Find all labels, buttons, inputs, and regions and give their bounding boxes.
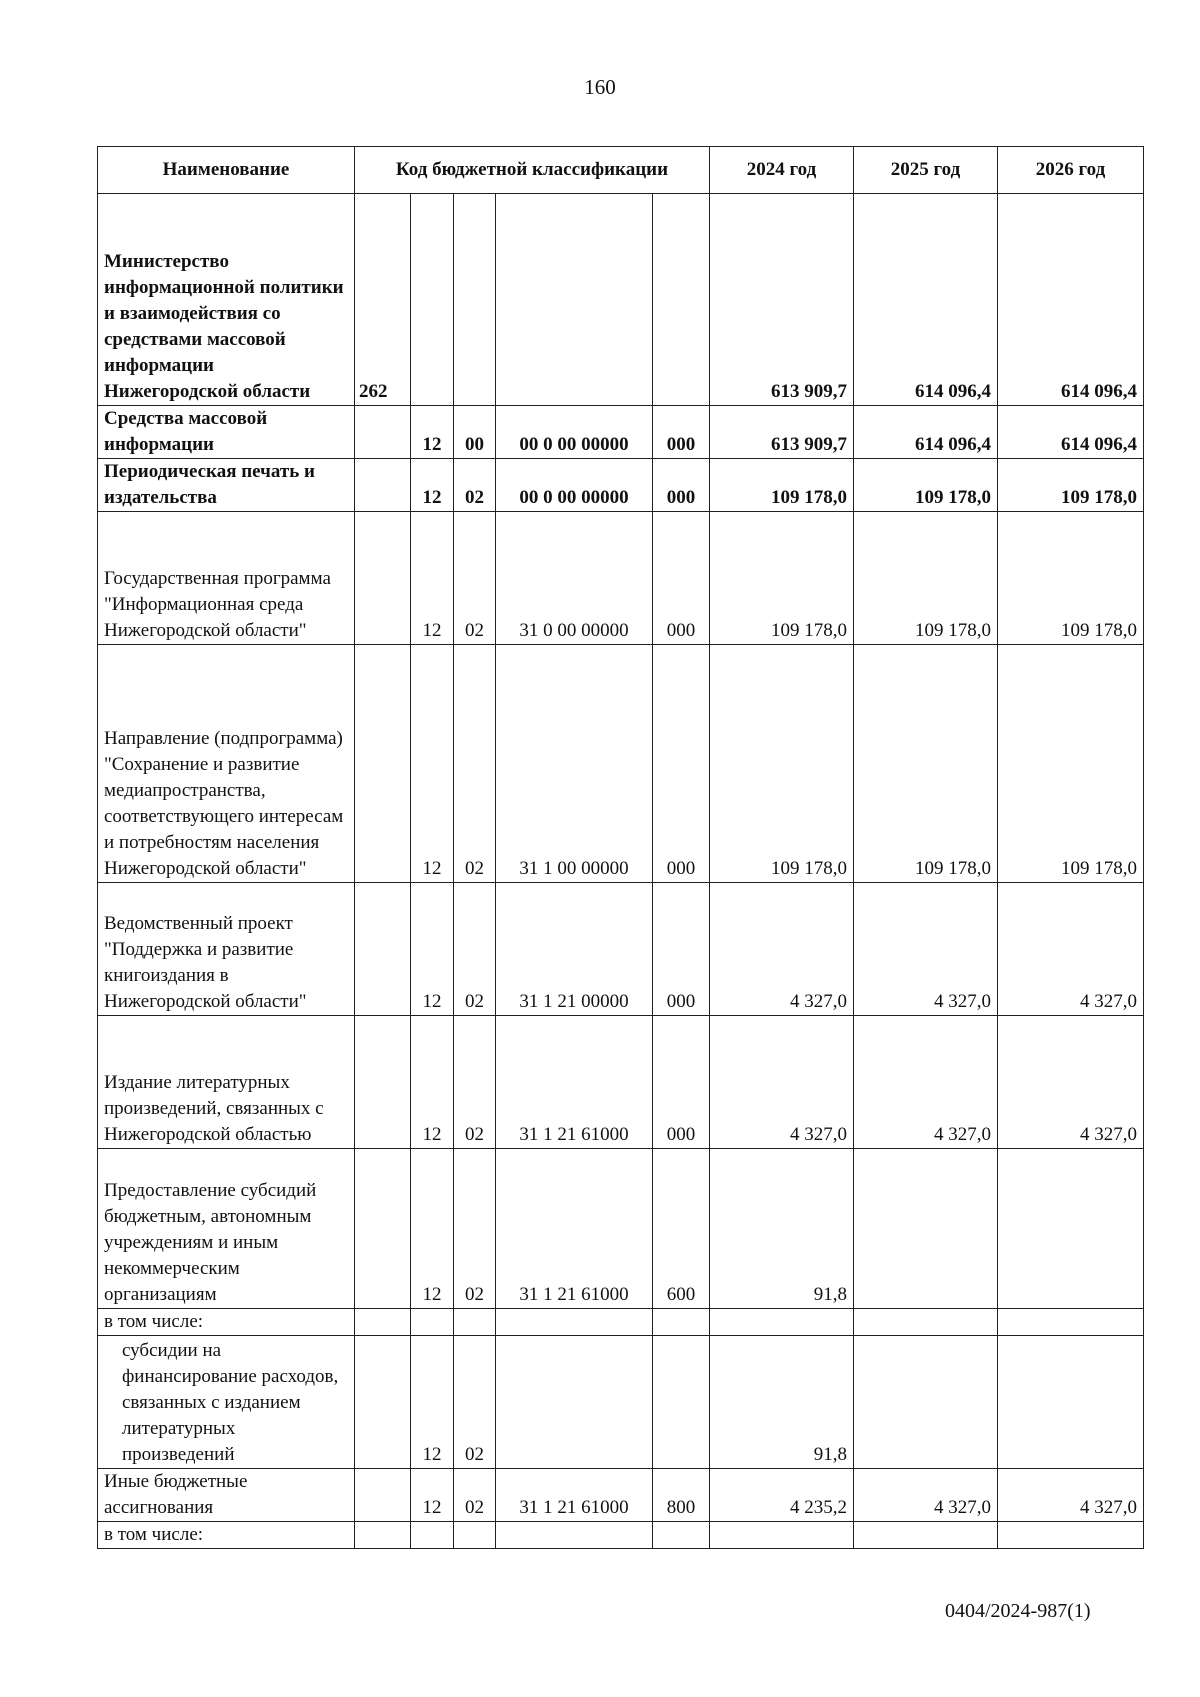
gr-code (355, 1469, 411, 1522)
row-name (98, 1336, 355, 1469)
row-name: Средства массовой информации (98, 406, 355, 459)
document-code: 0404/2024-987(1) (945, 1600, 1091, 1622)
gr-code (355, 1149, 411, 1309)
table-row (98, 1016, 1144, 1149)
value-2024 (710, 1522, 854, 1549)
value-2025: 109 178,0 (854, 512, 998, 645)
table-row (98, 645, 1144, 883)
budget-table (97, 146, 1144, 1549)
value-2025 (854, 1309, 998, 1336)
subsection-code: 02 (454, 1336, 496, 1469)
value-2025: 109 178,0 (854, 459, 998, 512)
gr-code (355, 459, 411, 512)
table-row (98, 459, 1144, 512)
table-row (98, 883, 1144, 1016)
gr-code: 262 (355, 194, 411, 406)
value-2025 (854, 1522, 998, 1549)
subsection-code (454, 194, 496, 406)
target-item-code: 31 1 21 00000 (496, 883, 653, 1016)
table-row (98, 1522, 1144, 1549)
target-item-code: 31 1 21 61000 (496, 1149, 653, 1309)
section-code: 12 (411, 459, 454, 512)
value-2024: 91,8 (710, 1149, 854, 1309)
header-2026: 2026 год (998, 147, 1144, 194)
target-item-code (496, 1309, 653, 1336)
row-name: в том числе: (98, 1309, 355, 1336)
value-2024: 109 178,0 (710, 459, 854, 512)
expense-type-code (653, 1336, 710, 1469)
value-2026: 4 327,0 (998, 883, 1144, 1016)
section-code: 12 (411, 512, 454, 645)
expense-type-code (653, 1522, 710, 1549)
header-name: Наименование (98, 147, 355, 194)
target-item-code: 00 0 00 00000 (496, 406, 653, 459)
gr-code (355, 883, 411, 1016)
row-name: Периодическая печать и издательства (98, 459, 355, 512)
value-2026: 614 096,4 (998, 194, 1144, 406)
table-row (98, 406, 1144, 459)
header-2024: 2024 год (710, 147, 854, 194)
value-2024: 109 178,0 (710, 645, 854, 883)
target-item-code: 31 0 00 00000 (496, 512, 653, 645)
target-item-code (496, 1522, 653, 1549)
subsection-code: 02 (454, 459, 496, 512)
section-code: 12 (411, 406, 454, 459)
expense-type-code (653, 194, 710, 406)
expense-type-code: 000 (653, 645, 710, 883)
section-code: 12 (411, 883, 454, 1016)
subsection-code: 02 (454, 645, 496, 883)
gr-code (355, 512, 411, 645)
value-2024: 4 327,0 (710, 1016, 854, 1149)
value-2026: 4 327,0 (998, 1469, 1144, 1522)
expense-type-code: 000 (653, 459, 710, 512)
row-name: Ведомственный проект "Поддержка и развитие книгоиздания в Нижегородской области" (98, 883, 355, 1016)
value-2025 (854, 1336, 998, 1469)
gr-code (355, 645, 411, 883)
table-row (98, 1309, 1144, 1336)
value-2026 (998, 1336, 1144, 1469)
value-2024: 4 235,2 (710, 1469, 854, 1522)
row-name: Государственная программа "Информационная среда Нижегородской области" (98, 512, 355, 645)
section-code (411, 1309, 454, 1336)
header-code: Код бюджетной классификации (355, 147, 710, 194)
section-code: 12 (411, 1149, 454, 1309)
subsection-code (454, 1522, 496, 1549)
value-2026: 614 096,4 (998, 406, 1144, 459)
row-name: в том числе: (98, 1522, 355, 1549)
section-code (411, 1522, 454, 1549)
row-name-text: субсидии на финансирование расходов, связанных с изданием литературных произведений (122, 1340, 339, 1465)
subsection-code: 02 (454, 883, 496, 1016)
section-code: 12 (411, 1016, 454, 1149)
value-2025: 109 178,0 (854, 645, 998, 883)
value-2024: 91,8 (710, 1336, 854, 1469)
gr-code (355, 1309, 411, 1336)
value-2026: 4 327,0 (998, 1016, 1144, 1149)
gr-code (355, 406, 411, 459)
value-2024: 613 909,7 (710, 194, 854, 406)
gr-code (355, 1522, 411, 1549)
value-2024: 109 178,0 (710, 512, 854, 645)
value-2024 (710, 1309, 854, 1336)
expense-type-code (653, 1309, 710, 1336)
section-code: 12 (411, 1469, 454, 1522)
subsection-code: 02 (454, 1016, 496, 1149)
value-2026: 109 178,0 (998, 512, 1144, 645)
header-row (98, 147, 1144, 194)
target-item-code (496, 1336, 653, 1469)
row-name: Иные бюджетные ассигнования (98, 1469, 355, 1522)
value-2026 (998, 1522, 1144, 1549)
section-code: 12 (411, 1336, 454, 1469)
target-item-code: 31 1 00 00000 (496, 645, 653, 883)
table-row (98, 194, 1144, 406)
subsection-code (454, 1309, 496, 1336)
subsection-code: 02 (454, 512, 496, 645)
value-2025: 4 327,0 (854, 883, 998, 1016)
table-row (98, 512, 1144, 645)
header-2025: 2025 год (854, 147, 998, 194)
target-item-code: 31 1 21 61000 (496, 1469, 653, 1522)
value-2026: 109 178,0 (998, 459, 1144, 512)
row-name: Издание литературных произведений, связанных с Нижегородской областью (98, 1016, 355, 1149)
value-2024: 613 909,7 (710, 406, 854, 459)
value-2024: 4 327,0 (710, 883, 854, 1016)
expense-type-code: 800 (653, 1469, 710, 1522)
section-code: 12 (411, 645, 454, 883)
expense-type-code: 000 (653, 883, 710, 1016)
row-name: Предоставление субсидий бюджетным, автономным учреждениям и иным некоммерческим организациям (98, 1149, 355, 1309)
value-2026 (998, 1149, 1144, 1309)
table-row (98, 1469, 1144, 1522)
value-2026: 109 178,0 (998, 645, 1144, 883)
target-item-code: 31 1 21 61000 (496, 1016, 653, 1149)
table-row (98, 1149, 1144, 1309)
gr-code (355, 1336, 411, 1469)
expense-type-code: 000 (653, 406, 710, 459)
expense-type-code: 600 (653, 1149, 710, 1309)
value-2025: 614 096,4 (854, 406, 998, 459)
section-code (411, 194, 454, 406)
expense-type-code: 000 (653, 512, 710, 645)
subsection-code: 02 (454, 1149, 496, 1309)
value-2025 (854, 1149, 998, 1309)
target-item-code: 00 0 00 00000 (496, 459, 653, 512)
row-name: Направление (подпрограмма) "Сохранение и развитие медиапространства, соответствующего интересам и потребностям населения Нижегородской области" (98, 645, 355, 883)
value-2026 (998, 1309, 1144, 1336)
subsection-code: 00 (454, 406, 496, 459)
expense-type-code: 000 (653, 1016, 710, 1149)
table-row (98, 1336, 1144, 1469)
value-2025: 4 327,0 (854, 1469, 998, 1522)
subsection-code: 02 (454, 1469, 496, 1522)
value-2025: 4 327,0 (854, 1016, 998, 1149)
page-number: 160 (584, 75, 616, 99)
gr-code (355, 1016, 411, 1149)
row-name: Министерство информационной политики и взаимодействия со средствами массовой информации Нижегородской области (98, 194, 355, 406)
target-item-code (496, 194, 653, 406)
value-2025: 614 096,4 (854, 194, 998, 406)
